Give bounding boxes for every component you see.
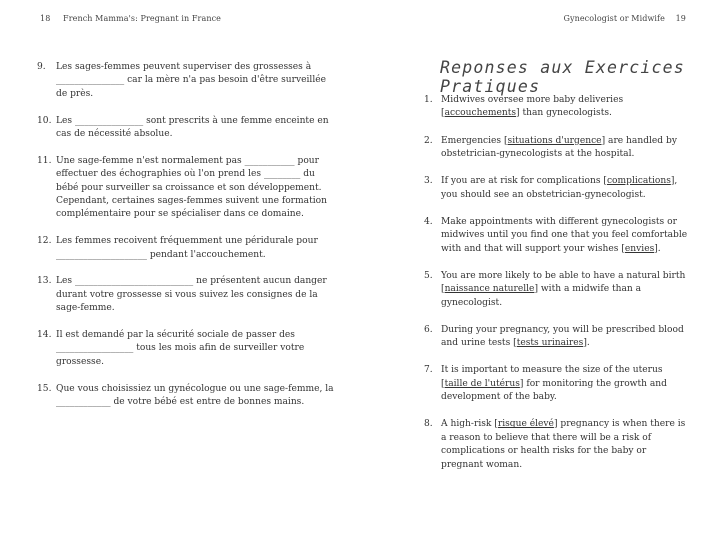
answer-text-before: During your pregnancy, you will be prescribed blood and urine tests [ — [441, 324, 684, 349]
exercise-item — [37, 61, 337, 101]
exercise-list — [37, 61, 337, 423]
exercise-text: Une sage-femme n'est normalement pas ___________ pour effectuer des échographies où l'on prend les ________ du bébé pour surveiller sa croissance et son développement. Cependant, certaines sages-femmes suivent une formation complémentaire pour se spécialiser dans ce domaine. — [56, 155, 327, 220]
answer-item — [424, 175, 689, 202]
left-page-header — [40, 14, 221, 23]
answer-text — [441, 175, 689, 202]
answer-text — [441, 94, 689, 121]
answer-item — [424, 135, 689, 162]
exercise-item — [37, 383, 337, 410]
answer-list — [424, 94, 689, 486]
exercise-number: 11. — [37, 155, 52, 166]
left-running-head: French Mamma's: Pregnant in France — [63, 14, 221, 23]
right-page-number: 19 — [675, 14, 686, 23]
answer-number: 3. — [424, 176, 433, 187]
answer-number: 4. — [424, 216, 433, 227]
answer-item — [424, 94, 689, 121]
answer-text — [441, 216, 689, 256]
answer-term: naissance naturelle — [444, 284, 535, 295]
answer-text-after: ] for monitoring the growth and development of the baby. — [441, 378, 667, 403]
right-running-head: Gynecologist or Midwife — [563, 14, 665, 23]
right-page-header — [563, 14, 686, 23]
answer-text-before: A high-risk [ — [441, 419, 498, 430]
answer-text-after: ], you should see an obstetrician-gynecologist. — [441, 176, 678, 200]
exercise-item — [37, 235, 337, 262]
answers-title: Reponses aux Exercices Pratiques — [440, 58, 685, 96]
answer-item — [424, 364, 689, 404]
exercise-item — [37, 155, 337, 222]
answer-item — [424, 270, 689, 310]
answer-text — [441, 364, 689, 404]
answer-term: situations d'urgence — [507, 135, 602, 146]
answer-text-before: If you are at risk for complications [ — [441, 176, 607, 187]
answer-term: tests urinaires — [516, 338, 584, 349]
exercise-text: Que vous choisissiez un gynécologue ou une sage-femme, la ____________ de votre bébé est entre de bonnes mains. — [56, 383, 334, 408]
answer-number: 6. — [424, 324, 433, 335]
answer-term: envies — [624, 243, 655, 254]
exercise-text: Les femmes recoivent fréquemment une péridurale pour ____________________ pendant l'accouchement. — [56, 236, 318, 260]
exercise-number: 15. — [37, 383, 52, 394]
answer-text-before: You are more likely to be able to have a natural birth [ — [441, 270, 686, 295]
answer-text-before: Midwives oversee more baby deliveries [ — [441, 95, 624, 119]
right-page — [364, 0, 728, 546]
exercise-number: 12. — [37, 236, 52, 247]
answer-text-after: ] than gynecologists. — [516, 108, 612, 119]
exercise-text: Les sages-femmes peuvent superviser des grossesses à _______________ car la mère n'a pas besoin d'être surveillée de près. — [56, 62, 327, 99]
answer-text-after: ] with a midwife than a gynecologist. — [441, 284, 642, 308]
answer-number: 7. — [424, 365, 433, 376]
answer-text-before: It is important to measure the size of the uterus [ — [441, 365, 663, 389]
answer-term: taille de l'utérus — [444, 378, 520, 389]
answer-number: 2. — [424, 135, 433, 146]
answer-item — [424, 324, 689, 351]
answer-term: risque élevé — [497, 419, 554, 430]
left-page-number: 18 — [40, 14, 51, 23]
answer-text-before: Emergencies [ — [441, 135, 508, 146]
exercise-number: 9. — [37, 62, 46, 72]
answer-number: 1. — [424, 95, 433, 105]
answer-text — [441, 135, 689, 162]
exercise-text: Il est demandé par la sécurité sociale de passer des _________________ tous les mois afin de surveiller votre grossesse. — [56, 330, 305, 367]
answer-text-after: ]. — [654, 243, 661, 254]
answer-number: 5. — [424, 270, 433, 281]
answer-item — [424, 216, 689, 256]
answer-text-after: ] pregnancy is when there is a reason to believe that there will be a risk of complications or health risks for the baby or pregnant woman. — [441, 419, 686, 470]
answer-text-after: ] are handled by obstetrician-gynecologists at the hospital. — [441, 135, 677, 160]
exercise-text: Les __________________________ ne présentent aucun danger durant votre grossesse si vous suivez les consignes de la sage-femme. — [56, 276, 327, 314]
answer-term: accouchements — [444, 108, 517, 119]
answer-text — [441, 418, 689, 472]
exercise-text: Les _______________ sont prescrits à une femme enceinte en cas de nécessité absolue. — [56, 115, 329, 140]
answer-term: complications — [606, 176, 671, 187]
exercise-number: 10. — [37, 115, 52, 126]
answer-number: 8. — [424, 419, 433, 430]
answer-text-after: ]. — [583, 338, 590, 349]
exercise-item — [37, 329, 337, 369]
answer-text — [441, 324, 689, 351]
exercise-number: 13. — [37, 276, 52, 287]
answer-text — [441, 270, 689, 310]
answer-item — [424, 418, 689, 472]
exercise-number: 14. — [37, 330, 52, 341]
exercise-item — [37, 115, 337, 142]
exercise-item — [37, 275, 337, 315]
answer-text-before: Make appointments with different gynecologists or midwives until you find one that you feel comfortable with and that will support your wishes [ — [441, 216, 688, 254]
